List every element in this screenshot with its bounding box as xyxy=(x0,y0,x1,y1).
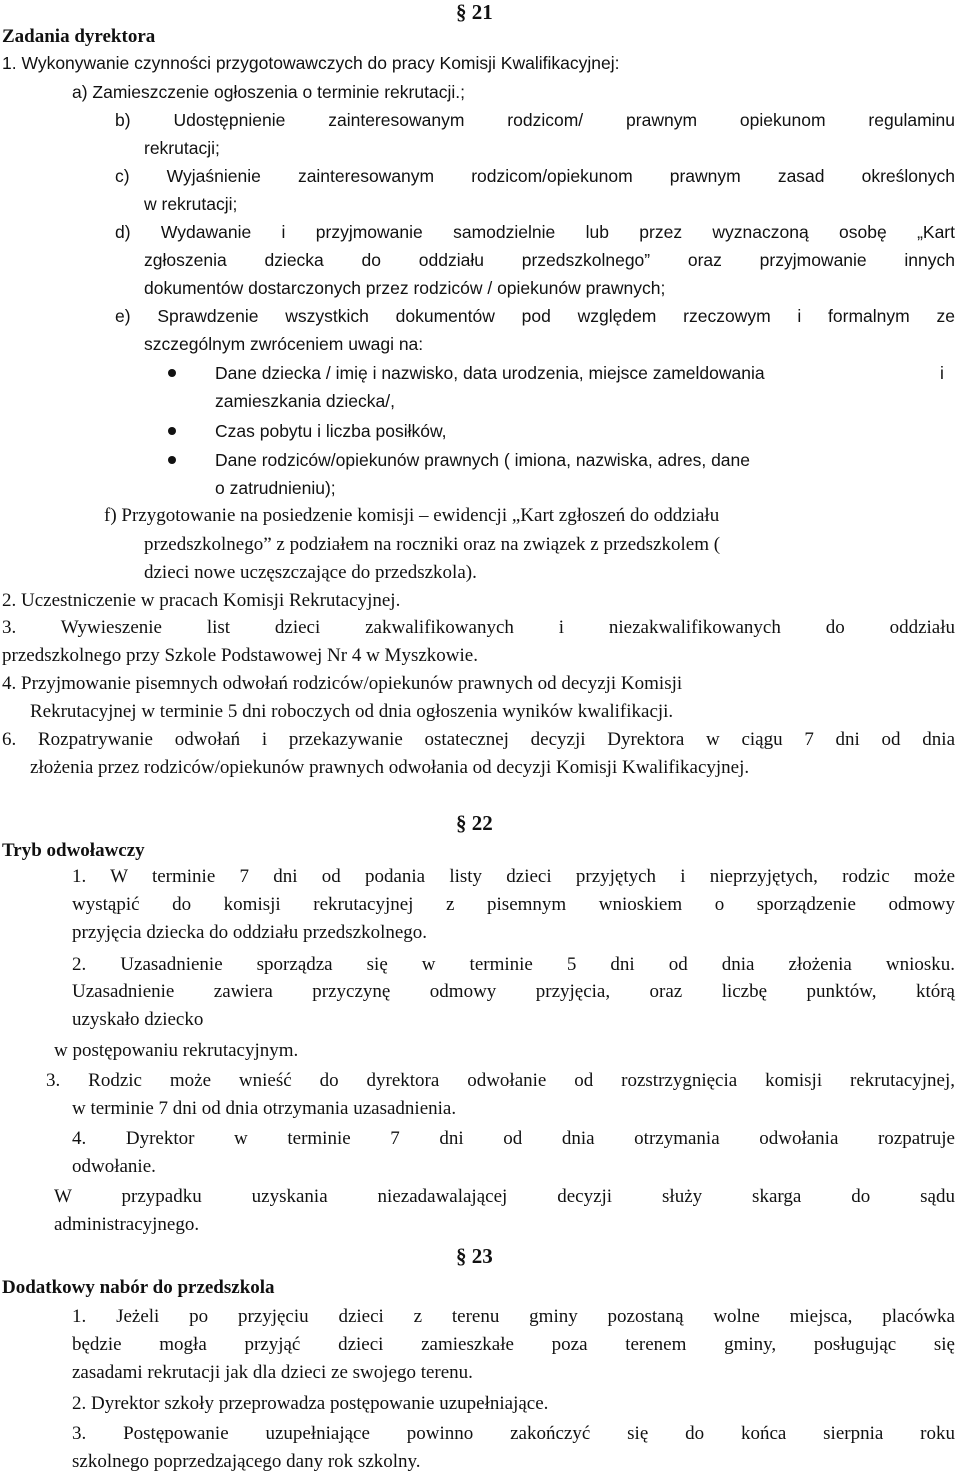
s21-item-4-line2: Rekrutacyjnej w terminie 5 dni roboczych od dnia ogłoszenia wyników kwalifikacji. xyxy=(30,701,674,722)
s21-item-1d-line2: zgłoszenia dziecka do oddziału przedszkolnego” oraz przyjmowanie innych xyxy=(144,250,955,270)
section-22-title: Tryb odwoławczy xyxy=(2,840,145,861)
s21-item-6-line2: złożenia przez rodziców/opiekunów prawnych odwołania od decyzji Komisji Kwalifikacyjnej. xyxy=(30,757,750,778)
s22-p2-line3: uzyskało dziecko xyxy=(72,1009,204,1030)
s21-item-1f-line3: dzieci nowe uczęszczające do przedszkola). xyxy=(144,562,477,583)
bullet-1-line1-end: i xyxy=(940,363,944,383)
s23-p1-line2: będzie mogła przyjąć dzieci zamieszkałe poza terenem gminy, posługując się xyxy=(72,1334,955,1355)
s23-p2: 2. Dyrektor szkoły przeprowadza postępowanie uzupełniające. xyxy=(72,1393,549,1414)
s22-p1-line2: wystąpić do komisji rekrutacyjnej z pisemnym wnioskiem o sporządzenie odmowy xyxy=(72,894,955,915)
s22-p5-line1: W przypadku uzyskania niezadawalającej decyzji służy skarga do sądu xyxy=(54,1186,955,1207)
section-22-heading: § 22 xyxy=(456,811,493,835)
s22-p3-line2: w terminie 7 dni od dnia otrzymania uzasadnienia. xyxy=(72,1098,457,1119)
section-21-title: Zadania dyrektora xyxy=(2,26,156,47)
bullet-3-line2: o zatrudnieniu); xyxy=(215,478,336,498)
s21-item-6-line1: 6. Rozpatrywanie odwołań i przekazywanie ostatecznej decyzji Dyrektora w ciągu 7 dni od dnia xyxy=(2,729,955,750)
bullet-2: Czas pobytu i liczba posiłków, xyxy=(215,421,447,441)
s22-p1-line1: 1. W terminie 7 dni od podania listy dzieci przyjętych i nieprzyjętych, rodzic może xyxy=(72,866,955,887)
s21-item-1a: a) Zamieszczenie ogłoszenia o terminie rekrutacji.; xyxy=(72,82,465,102)
bullet-icon xyxy=(168,427,176,435)
s21-item-1b-line1: b) Udostępnienie zainteresowanym rodzicom/ prawnym opiekunom regulaminu xyxy=(115,110,955,130)
section-21-heading: § 21 xyxy=(456,0,493,24)
s23-p3-line2: szkolnego poprzedzającego dany rok szkolny. xyxy=(72,1451,421,1472)
s22-p4-line1: 4. Dyrektor w terminie 7 dni od dnia otrzymania odwołania rozpatruje xyxy=(72,1128,955,1149)
bullet-icon xyxy=(168,456,176,464)
bullet-icon xyxy=(168,369,176,377)
s22-p3-line1: 3. Rodzic może wnieść do dyrektora odwołanie od rozstrzygnięcia komisji rekrutacyjnej, xyxy=(46,1070,955,1091)
s22-p2-line4: w postępowaniu rekrutacyjnym. xyxy=(54,1040,299,1061)
s21-item-1f-line1: f) Przygotowanie na posiedzenie komisji – ewidencji „Kart zgłoszeń do oddziału xyxy=(104,505,720,526)
s21-item-1e-line2: szczególnym zwróceniem uwagi na: xyxy=(144,334,424,354)
section-23-heading: § 23 xyxy=(456,1244,493,1268)
s22-p4-line2: odwołanie. xyxy=(72,1156,156,1177)
s22-p2-line1: 2. Uzasadnienie sporządza się w terminie 5 dni od dnia złożenia wniosku. xyxy=(72,954,955,975)
s23-p3-line1: 3. Postępowanie uzupełniające powinno zakończyć się do końca sierpnia roku xyxy=(72,1423,955,1444)
s21-item-1d-line1: d) Wydawanie i przyjmowanie samodzielnie lub przez wyznaczoną osobę „Kart xyxy=(115,222,955,242)
bullet-3-line1: Dane rodziców/opiekunów prawnych ( imiona, nazwiska, adres, dane xyxy=(215,450,750,470)
s21-item-4-line1: 4. Przyjmowanie pisemnych odwołań rodziców/opiekunów prawnych od decyzji Komisji xyxy=(2,673,683,694)
s21-item-1f-line2: przedszkolnego” z podziałem na roczniki oraz na związek z przedszkolem ( xyxy=(144,534,721,555)
s23-p1-line1: 1. Jeżeli po przyjęciu dzieci z terenu gminy pozostaną wolne miejsca, placówka xyxy=(72,1306,955,1327)
s21-item-3-line2: przedszkolnego przy Szkole Podstawowej Nr 4 w Myszkowie. xyxy=(2,645,478,666)
s21-item-1b-line2: rekrutacji; xyxy=(144,138,220,158)
s21-item-1e-line1: e) Sprawdzenie wszystkich dokumentów pod względem rzeczowym i formalnym ze xyxy=(115,306,955,326)
s21-item-1c-line2: w rekrutacji; xyxy=(144,194,238,214)
bullet-1-line1: Dane dziecka / imię i nazwisko, data urodzenia, miejsce zameldowania xyxy=(215,363,765,383)
s21-item-1c-line1: c) Wyjaśnienie zainteresowanym rodzicom/opiekunom prawnym zasad określonych xyxy=(115,166,955,186)
s22-p2-line2: Uzasadnienie zawiera przyczynę odmowy przyjęcia, oraz liczbę punktów, którą xyxy=(72,981,955,1002)
s22-p5-line2: administracyjnego. xyxy=(54,1214,200,1235)
s21-item-3-line1: 3. Wywieszenie list dzieci zakwalifikowanych i niezakwalifikowanych do oddziału xyxy=(2,617,955,638)
bullet-1-line2: zamieszkania dziecka/, xyxy=(215,391,395,411)
s22-p1-line3: przyjęcia dziecka do oddziału przedszkolnego. xyxy=(72,922,428,943)
s21-item-2: 2. Uczestniczenie w pracach Komisji Rekrutacyjnej. xyxy=(2,590,401,611)
section-23-title: Dodatkowy nabór do przedszkola xyxy=(2,1277,275,1298)
s23-p1-line3: zasadami rekrutacji jak dla dzieci ze swojego terenu. xyxy=(72,1362,473,1383)
s21-item-1d-line3: dokumentów dostarczonych przez rodziców / opiekunów prawnych; xyxy=(144,278,666,298)
s21-item-1: 1. Wykonywanie czynności przygotowawczych do pracy Komisji Kwalifikacyjnej: xyxy=(2,53,620,73)
